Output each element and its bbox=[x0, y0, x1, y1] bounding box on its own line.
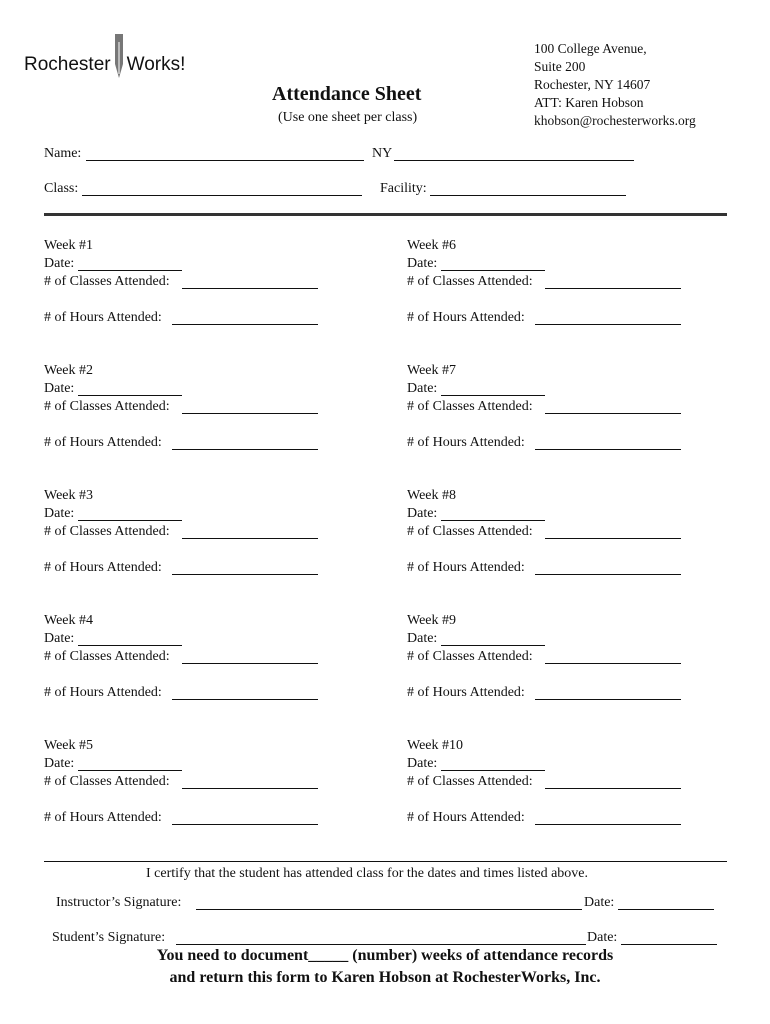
date-field[interactable] bbox=[78, 770, 182, 771]
address-line: 100 College Avenue, bbox=[534, 41, 647, 56]
date-label: Date: bbox=[407, 256, 438, 271]
hours-label: # of Hours Attended: bbox=[407, 685, 525, 700]
pen-nib-icon bbox=[114, 34, 124, 84]
hours-field[interactable] bbox=[535, 324, 681, 325]
classes-label: # of Classes Attended: bbox=[407, 774, 533, 789]
address-line: Suite 200 bbox=[534, 59, 586, 74]
page-title: Attendance Sheet bbox=[272, 83, 422, 105]
certification-text: I certify that the student has attended class for the dates and times listed above. bbox=[146, 866, 589, 881]
classes-field[interactable] bbox=[182, 538, 318, 539]
date-label: Date: bbox=[407, 631, 438, 646]
hours-field[interactable] bbox=[535, 574, 681, 575]
classes-field[interactable] bbox=[182, 288, 318, 289]
week-title: Week #5 bbox=[44, 738, 94, 753]
week-block bbox=[407, 613, 697, 713]
date-label: Date: bbox=[44, 381, 75, 396]
classes-field[interactable] bbox=[545, 663, 681, 664]
facility-label: Facility: bbox=[380, 181, 427, 196]
week-title: Week #3 bbox=[44, 488, 94, 503]
logo-text-right: Works! bbox=[126, 54, 186, 75]
week-title: Week #4 bbox=[44, 613, 94, 628]
week-block bbox=[407, 738, 697, 838]
date-label: Date: bbox=[44, 756, 75, 771]
hours-label: # of Hours Attended: bbox=[44, 435, 162, 450]
classes-label: # of Classes Attended: bbox=[44, 524, 170, 539]
instructor-signature-field[interactable] bbox=[196, 909, 582, 910]
hours-field[interactable] bbox=[535, 449, 681, 450]
address-line: Rochester, NY 14607 bbox=[534, 77, 651, 92]
date-field[interactable] bbox=[441, 520, 545, 521]
classes-field[interactable] bbox=[545, 288, 681, 289]
date-label: Date: bbox=[44, 256, 75, 271]
classes-field[interactable] bbox=[545, 788, 681, 789]
notice-line-1: You need to document_____ (number) weeks of attendance records bbox=[156, 947, 614, 964]
classes-label: # of Classes Attended: bbox=[407, 399, 533, 414]
week-block bbox=[44, 738, 334, 838]
hours-label: # of Hours Attended: bbox=[407, 435, 525, 450]
certification-divider bbox=[44, 861, 727, 862]
week-title: Week #9 bbox=[407, 613, 457, 628]
section-divider bbox=[44, 213, 727, 216]
week-title: Week #10 bbox=[407, 738, 464, 753]
logo-text-left: Rochester bbox=[24, 54, 111, 75]
date-label: Date: bbox=[407, 381, 438, 396]
week-block bbox=[44, 363, 334, 463]
contact-address bbox=[534, 40, 696, 130]
date-field[interactable] bbox=[441, 645, 545, 646]
week-block bbox=[44, 238, 334, 338]
date-field[interactable] bbox=[78, 520, 182, 521]
classes-field[interactable] bbox=[545, 538, 681, 539]
name-field[interactable] bbox=[86, 160, 364, 161]
student-signature-label: Student’s Signature: bbox=[52, 930, 166, 945]
date-label: Date: bbox=[407, 756, 438, 771]
week-title: Week #6 bbox=[407, 238, 457, 253]
ny-label: NY bbox=[372, 146, 393, 161]
hours-field[interactable] bbox=[172, 324, 318, 325]
classes-label: # of Classes Attended: bbox=[44, 274, 170, 289]
date-field[interactable] bbox=[78, 395, 182, 396]
hours-label: # of Hours Attended: bbox=[44, 810, 162, 825]
contact-email: khobson@rochesterworks.org bbox=[534, 113, 696, 128]
hours-label: # of Hours Attended: bbox=[44, 560, 162, 575]
hours-label: # of Hours Attended: bbox=[407, 310, 525, 325]
hours-field[interactable] bbox=[172, 699, 318, 700]
week-block bbox=[407, 238, 697, 338]
hours-label: # of Hours Attended: bbox=[44, 310, 162, 325]
hours-field[interactable] bbox=[535, 699, 681, 700]
week-title: Week #1 bbox=[44, 238, 94, 253]
hours-label: # of Hours Attended: bbox=[407, 810, 525, 825]
week-title: Week #2 bbox=[44, 363, 94, 378]
hours-label: # of Hours Attended: bbox=[44, 685, 162, 700]
rochesterworks-logo bbox=[24, 34, 185, 84]
week-block bbox=[407, 488, 697, 588]
facility-field[interactable] bbox=[430, 195, 626, 196]
week-block bbox=[407, 363, 697, 463]
hours-field[interactable] bbox=[535, 824, 681, 825]
date-field[interactable] bbox=[441, 270, 545, 271]
address-line: ATT: Karen Hobson bbox=[534, 95, 644, 110]
page-subtitle: (Use one sheet per class) bbox=[278, 110, 418, 125]
class-field[interactable] bbox=[82, 195, 362, 196]
date-field[interactable] bbox=[441, 770, 545, 771]
week-title: Week #8 bbox=[407, 488, 457, 503]
name-label: Name: bbox=[44, 146, 82, 161]
classes-label: # of Classes Attended: bbox=[407, 274, 533, 289]
classes-label: # of Classes Attended: bbox=[44, 399, 170, 414]
class-label: Class: bbox=[44, 181, 79, 196]
classes-field[interactable] bbox=[182, 788, 318, 789]
classes-label: # of Classes Attended: bbox=[407, 524, 533, 539]
date-label: Date: bbox=[407, 506, 438, 521]
week-block bbox=[44, 488, 334, 588]
week-title: Week #7 bbox=[407, 363, 457, 378]
date-label: Date: bbox=[44, 506, 75, 521]
classes-field[interactable] bbox=[182, 663, 318, 664]
student-date-label: Date: bbox=[587, 930, 618, 945]
classes-label: # of Classes Attended: bbox=[44, 774, 170, 789]
instructor-date-field[interactable] bbox=[618, 909, 714, 910]
classes-field[interactable] bbox=[545, 413, 681, 414]
date-field[interactable] bbox=[78, 645, 182, 646]
hours-field[interactable] bbox=[172, 449, 318, 450]
hours-field[interactable] bbox=[172, 824, 318, 825]
instructor-date-label: Date: bbox=[584, 895, 615, 910]
instructor-signature-label: Instructor’s Signature: bbox=[56, 895, 182, 910]
hours-label: # of Hours Attended: bbox=[407, 560, 525, 575]
week-block bbox=[44, 613, 334, 713]
notice-line-2: and return this form to Karen Hobson at RochesterWorks, Inc. bbox=[169, 969, 601, 986]
ny-field[interactable] bbox=[394, 160, 634, 161]
hours-field[interactable] bbox=[172, 574, 318, 575]
classes-label: # of Classes Attended: bbox=[407, 649, 533, 664]
date-field[interactable] bbox=[441, 395, 545, 396]
classes-field[interactable] bbox=[182, 413, 318, 414]
date-label: Date: bbox=[44, 631, 75, 646]
date-field[interactable] bbox=[78, 270, 182, 271]
classes-label: # of Classes Attended: bbox=[44, 649, 170, 664]
